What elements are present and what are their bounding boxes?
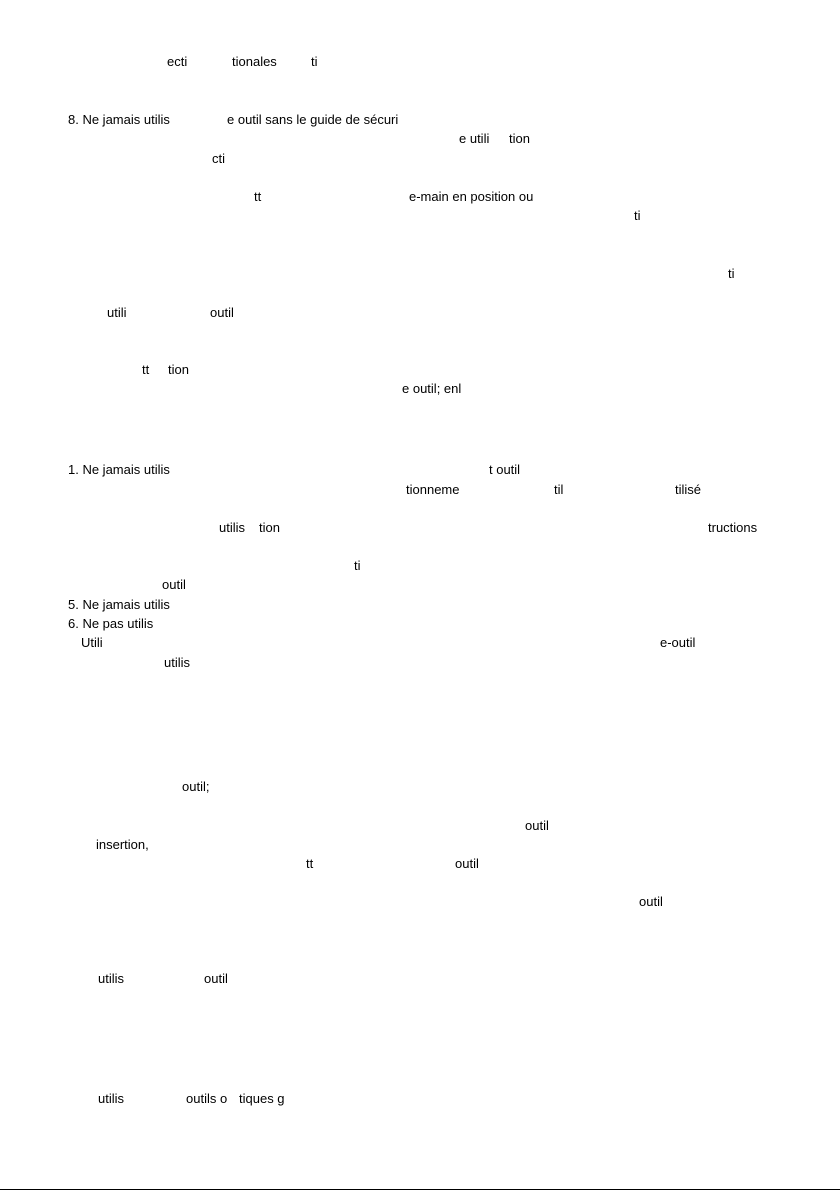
text-fragment: tion: [259, 520, 280, 535]
text-fragment: outil: [210, 305, 234, 320]
text-fragment: tion: [509, 131, 530, 146]
text-fragment: t outil: [489, 462, 521, 477]
text-fragment: Utili: [81, 635, 103, 650]
text-fragment: tionales: [232, 54, 277, 69]
text-fragment: ecti: [167, 54, 188, 69]
text-fragment: e outil sans le guide de sécuri: [227, 112, 399, 127]
text-fragment: outil: [455, 856, 479, 871]
text-fragment: ti: [728, 266, 735, 281]
text-fragment: outil: [204, 971, 228, 986]
text-fragment: outil: [525, 818, 549, 833]
text-fragment: outils o: [186, 1091, 228, 1106]
text-fragment: e-main en position ou: [409, 189, 534, 204]
text-fragment: outil: [162, 577, 186, 592]
text-fragment: e utili: [459, 131, 490, 146]
text-fragment: cti: [212, 151, 225, 166]
text-fragment: til: [554, 482, 564, 497]
text-fragment: tiques g: [239, 1091, 285, 1106]
text-fragment: tt: [254, 189, 262, 204]
text-fragment: tilisé: [675, 482, 702, 497]
text-fragment: ti: [311, 54, 318, 69]
text-fragment: utilis: [98, 1091, 125, 1106]
text-fragment: e-outil: [660, 635, 696, 650]
text-fragment: utili: [107, 305, 127, 320]
text-fragment: tructions: [708, 520, 758, 535]
text-fragment: tionneme: [406, 482, 460, 497]
text-fragment: ti: [354, 558, 361, 573]
text-fragment: insertion,: [96, 837, 149, 852]
list-item-5: 5. Ne jamais utilis: [68, 597, 170, 612]
list-item-6: 6. Ne pas utilis: [68, 616, 154, 631]
list-item-8: 8. Ne jamais utilis: [68, 112, 170, 127]
list-item-1: 1. Ne jamais utilis: [68, 462, 170, 477]
text-fragment: outil;: [182, 779, 210, 794]
text-fragment: ti: [634, 208, 641, 223]
text-fragment: tt: [306, 856, 314, 871]
text-fragment: tion: [168, 362, 189, 377]
text-fragment: utilis: [164, 655, 191, 670]
text-fragment: e outil; enl: [402, 381, 462, 396]
text-fragment: utilis: [219, 520, 246, 535]
text-fragment: outil: [639, 894, 663, 909]
text-fragment: utilis: [98, 971, 125, 986]
text-fragment: tt: [142, 362, 150, 377]
bottom-rule: [0, 1189, 840, 1190]
